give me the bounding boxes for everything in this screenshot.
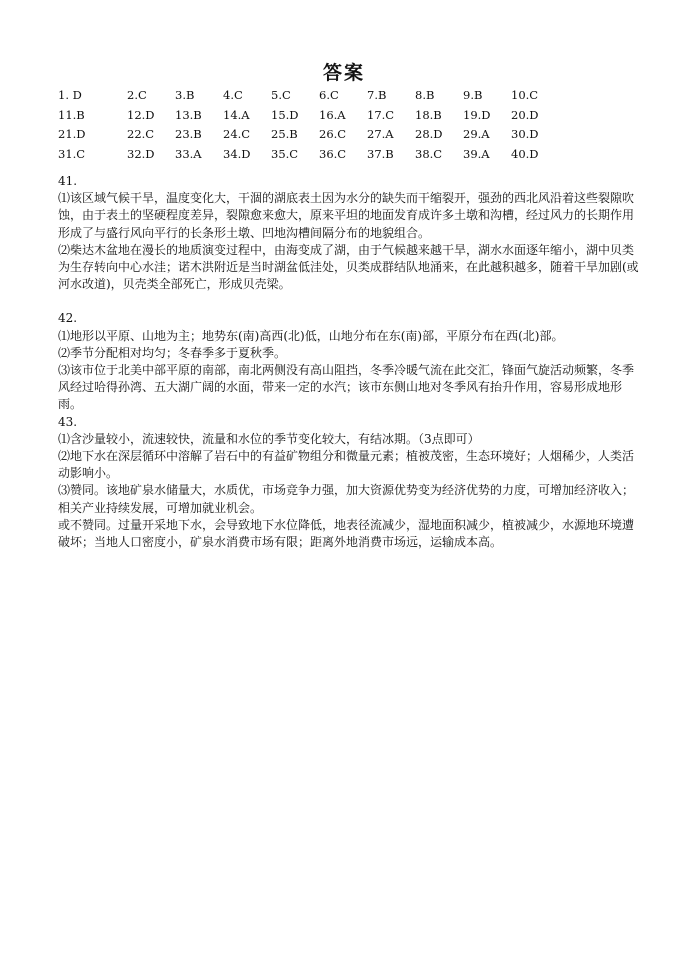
answer-cell: 2.C: [127, 88, 147, 102]
answer-cell: 18.B: [415, 107, 442, 122]
page-title: 答案: [322, 62, 365, 84]
answer-cell: 20.D: [511, 107, 539, 122]
answer-cell: 14.A: [223, 107, 250, 122]
question-43: [58, 414, 640, 552]
answer-row: [58, 106, 559, 126]
answer-cell: 8.B: [415, 88, 435, 102]
answer-cell: 15.D: [271, 107, 299, 122]
answer-paragraph: ⑵季节分配相对均匀；冬春季多于夏秋季。: [58, 345, 287, 360]
answer-cell: 10.C: [511, 88, 539, 102]
answer-cell: 22.C: [127, 127, 155, 141]
answer-cell: 40.D: [511, 146, 539, 161]
answer-cell: 4.C: [223, 88, 243, 102]
answer-cell: 13.B: [175, 107, 202, 122]
answer-cell: 25.B: [271, 127, 298, 141]
answer-row: [58, 86, 559, 106]
answer-cell: 5.C: [271, 88, 291, 102]
question-number: 43.: [58, 414, 78, 429]
answer-paragraph: ⑴地形以平原、山地为主；地势东(南)高西(北)低，山地分布在东(南)部，平原分布在西(北)部。: [58, 328, 564, 343]
answer-paragraph: ⑶赞同。该地矿泉水储量大，水质优，市场竞争力强，加大资源优势变为经济优势的力度，可增加经济收入；相关产业持续发展，可增加就业机会。: [58, 483, 635, 515]
answer-cell: 19.D: [463, 107, 491, 122]
answer-paragraph: ⑴含沙量较小，流速较快，流量和水位的季节变化较大，有结冰期。（3点即可）: [58, 431, 480, 446]
answer-cell: 33.A: [175, 146, 202, 161]
answer-cell: 35.C: [271, 146, 299, 161]
answer-cell: 12.D: [127, 107, 155, 122]
answer-paragraph: ⑵地下水在深层循环中溶解了岩石中的有益矿物组分和微量元素；植被茂密，生态环境好；人烟稀少，人类活动影响小。: [58, 449, 635, 481]
answer-cell: 31.C: [58, 146, 86, 161]
question-41: [58, 173, 640, 293]
answer-cell: 36.C: [319, 146, 347, 161]
answer-cell: 7.B: [367, 88, 387, 102]
answer-cell: 27.A: [367, 127, 394, 141]
answer-cell: 34.D: [223, 146, 251, 161]
question-42: [58, 310, 640, 413]
answer-cell: 26.C: [319, 127, 347, 141]
explanations: [58, 173, 640, 551]
answer-cell: 16.A: [319, 107, 346, 122]
answer-cell: 39.A: [463, 146, 490, 161]
answer-paragraph: ⑵柴达木盆地在漫长的地质演变过程中，由海变成了湖，由于气候越来越干旱，湖水水面逐年缩小，湖中贝类为生存转向中心水洼；诺木洪附近是当时湖盆低洼处，贝类成群结队地涌来，在此越积越多，随着干旱加剧(或河水改道)，贝壳类全部死亡，形成贝壳梁。: [58, 242, 639, 292]
answer-cell: 32.D: [127, 146, 155, 161]
answer-cell: 29.A: [463, 127, 490, 141]
answer-cell: 28.D: [415, 127, 443, 141]
answer-cell: 11.B: [58, 107, 85, 122]
answer-cell: 38.C: [415, 146, 443, 161]
answer-cell: 1. D: [58, 88, 82, 102]
answer-row: [58, 125, 559, 145]
answer-paragraph: ⑴该区域气候干旱，温度变化大，干涸的湖底表土因为水分的缺失而干缩裂开，强劲的西北风沿着这些裂隙吹蚀，由于表土的坚硬程度差异，裂隙愈来愈大，原来平坦的地面发育成许多土墩和沟槽，经过风力的长期作用形成了与盛行风向平行的长条形土墩、凹地沟槽间隔分布的地貌组合。: [58, 191, 635, 240]
question-number: 41.: [58, 174, 78, 188]
section-spacer: [58, 293, 640, 310]
answer-grid: [58, 86, 559, 164]
answer-cell: 6.C: [319, 88, 339, 102]
answer-row: [58, 145, 559, 165]
answer-cell: 3.B: [175, 88, 195, 102]
answer-cell: 21.D: [58, 127, 86, 141]
answer-paragraph: ⑶该市位于北美中部平原的南部，南北两侧没有高山阻挡，冬季冷暖气流在此交汇，锋面气旋活动频繁，冬季风经过哈得孙湾、五大湖广阔的水面，带来一定的水汽；该市东侧山地对冬季风有抬升作用，容易形成地形雨。: [58, 363, 635, 412]
answer-cell: 9.B: [463, 88, 483, 102]
question-number: 42.: [58, 311, 78, 326]
answer-cell: 37.B: [367, 146, 394, 161]
answer-paragraph: 或不赞同。过量开采地下水，会导致地下水位降低，地表径流减少，湿地面积减少，植被减少，水源地环境遭破坏；当地人口密度小，矿泉水消费市场有限；距离外地消费市场远，运输成本高。: [58, 517, 635, 550]
answer-cell: 24.C: [223, 127, 251, 141]
answer-cell: 17.C: [367, 107, 395, 122]
answer-cell: 23.B: [175, 127, 202, 141]
answer-cell: 30.D: [511, 127, 539, 141]
